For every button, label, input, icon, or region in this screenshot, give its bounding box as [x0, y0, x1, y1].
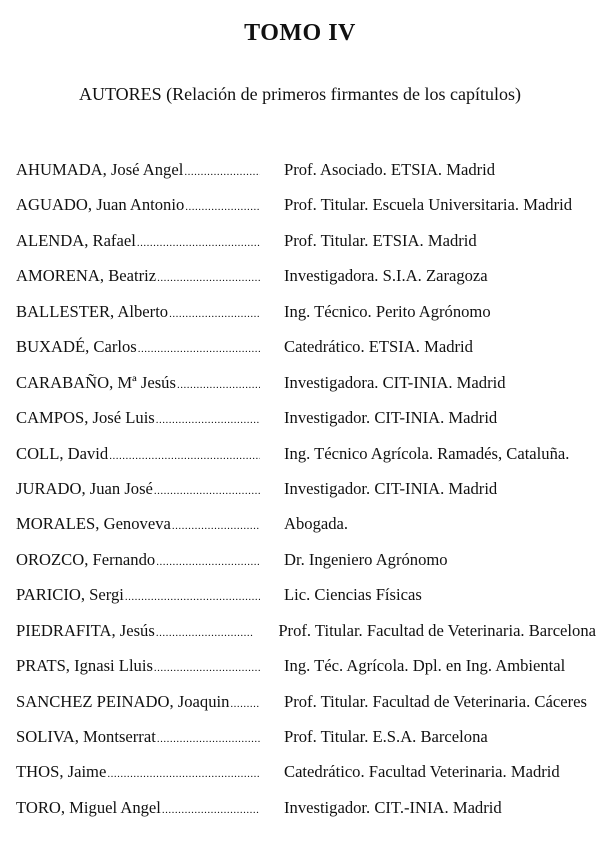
author-name-cell [16, 302, 260, 322]
author-row [16, 550, 596, 585]
author-name-cell [16, 373, 260, 393]
author-name: CAMPOS, José Luis [16, 408, 155, 428]
author-affiliation: Prof. Titular. ETSIA. Madrid [284, 230, 477, 250]
dot-leader [172, 520, 260, 532]
author-name-cell [16, 585, 260, 605]
author-row [16, 727, 596, 762]
author-row [16, 798, 596, 833]
author-row [16, 337, 596, 372]
author-affiliation: Ing. Técnico Agrícola. Ramadés, Cataluña. [284, 443, 570, 463]
author-row [16, 266, 596, 301]
author-name-cell [16, 408, 260, 428]
author-name-cell [16, 550, 260, 570]
author-row [16, 692, 596, 727]
author-name: THOS, Jaime [16, 762, 107, 782]
author-name-cell [16, 444, 260, 464]
author-name: JURADO, Juan José [16, 478, 153, 498]
author-name: MORALES, Genoveva [16, 514, 171, 534]
author-row [16, 195, 596, 230]
author-affiliation: Investigador. CIT-INIA. Madrid [284, 478, 498, 498]
author-affiliation: Catedrático. Facultad Veterinaria. Madrid [284, 762, 560, 782]
author-affiliation: Prof. Titular. Facultad de Veterinaria. Barcelona [278, 620, 596, 640]
author-row [16, 656, 596, 691]
dot-leader [230, 698, 260, 710]
dot-leader [109, 450, 260, 462]
author-affiliation: Dr. Ingeniero Agrónomo [284, 549, 448, 569]
author-name-cell [16, 195, 260, 215]
dot-leader [156, 627, 255, 639]
author-list [16, 160, 596, 833]
author-row [16, 621, 596, 656]
author-name-cell [16, 727, 260, 747]
author-name: PIEDRAFITA, Jesús [16, 620, 155, 640]
author-name: OROZCO, Fernando [16, 549, 156, 569]
dot-leader [162, 804, 260, 816]
dot-leader [154, 485, 260, 497]
author-row [16, 762, 596, 797]
author-row [16, 479, 596, 514]
author-name: AMORENA, Beatriz [16, 266, 157, 286]
page-title: TOMO IV [244, 20, 356, 46]
dot-leader [137, 237, 260, 249]
dot-leader [184, 166, 260, 178]
author-name-cell [16, 266, 260, 286]
author-name: BUXADÉ, Carlos [16, 337, 137, 357]
author-name: PARICIO, Sergi [16, 585, 124, 605]
dot-leader [138, 343, 260, 355]
author-name: SOLIVA, Montserrat [16, 727, 156, 746]
author-name: BALLESTER, Alberto [16, 301, 169, 321]
dot-leader [154, 662, 260, 674]
author-name: CARABAÑO, Mª Jesús [16, 372, 176, 392]
author-name: COLL, David [16, 443, 109, 463]
dot-leader [107, 768, 260, 780]
author-affiliation: Lic. Ciencias Físicas [284, 585, 422, 605]
author-affiliation: Prof. Titular. Facultad de Veterinaria. Cáceres [284, 691, 587, 711]
author-name-cell [16, 231, 260, 251]
author-affiliation: Abogada. [284, 514, 349, 534]
dot-leader [177, 379, 260, 391]
dot-leader [157, 272, 260, 284]
author-affiliation: Ing. Téc. Agrícola. Dpl. en Ing. Ambiental [284, 656, 566, 676]
author-row [16, 302, 596, 337]
author-row [16, 231, 596, 266]
author-name-cell [16, 160, 260, 180]
author-name-cell [16, 621, 254, 641]
author-name-cell [16, 798, 260, 818]
author-row [16, 514, 596, 549]
author-affiliation: Ing. Técnico. Perito Agrónomo [284, 301, 491, 321]
author-name: PRATS, Ignasi Lluis [16, 656, 153, 676]
dot-leader [156, 556, 260, 568]
author-affiliation: Investigadora. S.I.A. Zaragoza [284, 266, 488, 286]
author-name: ALENDA, Rafael [16, 230, 136, 250]
author-name: TORO, Miguel Angel [16, 797, 161, 817]
author-affiliation: Investigador. CIT-INIA. Madrid [284, 408, 498, 428]
dot-leader [185, 201, 260, 213]
author-name: AGUADO, Juan Antonio [16, 195, 185, 215]
author-row [16, 585, 596, 620]
author-affiliation: Prof. Asociado. ETSIA. Madrid [284, 160, 496, 179]
author-row [16, 408, 596, 443]
author-affiliation: Prof. Titular. Escuela Universitaria. Madrid [284, 195, 573, 215]
author-row [16, 373, 596, 408]
author-row [16, 160, 596, 195]
author-name: AHUMADA, José Angel [16, 160, 184, 179]
author-affiliation: Investigador. CIT.-INIA. Madrid [284, 797, 502, 817]
author-name-cell [16, 479, 260, 499]
author-name-cell [16, 656, 260, 676]
author-name-cell [16, 762, 260, 782]
author-row [16, 444, 596, 479]
dot-leader [157, 733, 260, 745]
author-affiliation: Catedrático. ETSIA. Madrid [284, 337, 473, 357]
dot-leader [169, 308, 260, 320]
author-name-cell [16, 337, 260, 357]
author-name: SANCHEZ PEINADO, Joaquin [16, 691, 230, 711]
author-affiliation: Prof. Titular. E.S.A. Barcelona [284, 727, 488, 746]
author-affiliation: Investigadora. CIT-INIA. Madrid [284, 372, 506, 392]
dot-leader [125, 591, 260, 603]
section-subtitle: AUTORES (Relación de primeros firmantes de los capítulos) [78, 84, 522, 104]
author-name-cell [16, 514, 260, 534]
author-name-cell [16, 692, 260, 712]
dot-leader [156, 414, 260, 426]
